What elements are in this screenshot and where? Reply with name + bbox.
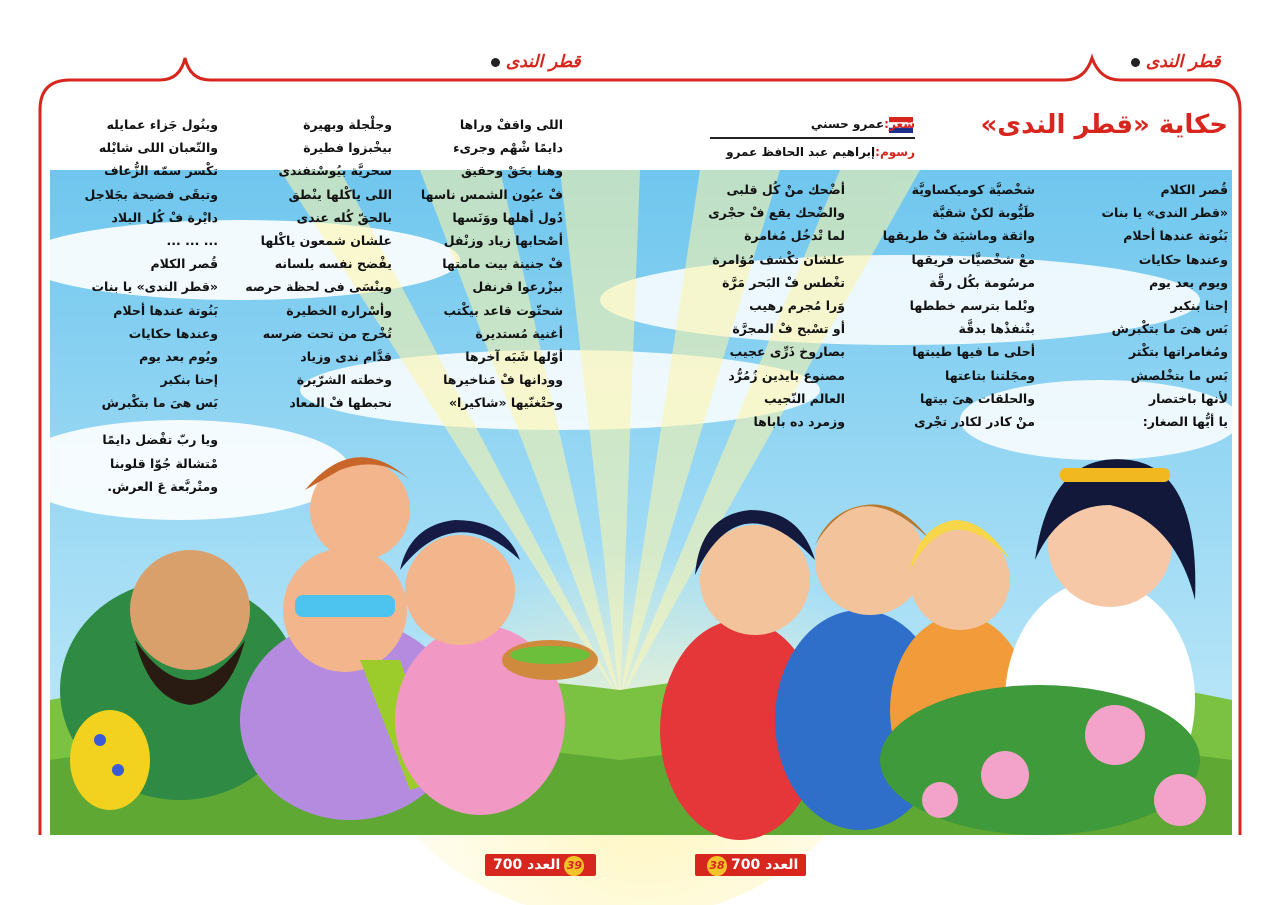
page-number-left: 39العدد 700 bbox=[485, 854, 596, 876]
poem-column-4: اللى واقفْ وراها دايمًا شْهْم وجرىء وهنا بحَقْ وحقيق فْ عيُون الشمس ناسها دُول أهلها ووَنَسها أصْحابها زياد وزنْفل فْ جنينة بيت مامتها بيزْرعوا قرنفل شحتّوت قاعد بيكْتب أغنية مُستديرة أوّلها شَبَه آخرها وودانها فْ مَناخيرها وحتْغنّيها «شاكيرا» bbox=[420, 117, 563, 411]
story-title: حكاية «قطر الندى» bbox=[980, 110, 1228, 140]
logo-right bbox=[1128, 52, 1221, 72]
poem-column-2: شخْصيَّة كوميكساويَّة طَيُّوبة لكنْ شقيَّة واثقة وماشيَة فْ طريقها معْ شخْصيَّات فريقها مرسُومة بكُل رقَّة وبْلما بترسم خططها بتْنفذْها بدقَّة أحلى ما فيها طيبتها ومجَلتنا بتاعتها والحلقات هىَ بيتها منْ كادر لكادر تجْرى bbox=[882, 182, 1035, 429]
artist-credit: رسوم:إبراهيم عبد الحافظ عمرو bbox=[726, 145, 915, 159]
logo-text: قطر الندى bbox=[1145, 52, 1221, 72]
credits bbox=[710, 113, 915, 163]
page-number-badge: 38 bbox=[707, 856, 727, 876]
poem-column-1: قُصر الكلام «قطر الندى» يا بنات بَنُوتة عندها أحلام وعندها حكايات ويوم بعد يوم إحنا بنكبر بَس هىَ ما بتكْبرش ومُغامراتها بتكْتر بَس ما بتخْلصش لأنها باختصار يا أيُّها الصغار: bbox=[1101, 182, 1228, 429]
logo-text: قطر الندى bbox=[505, 52, 581, 72]
poem-column-6: وينُول جَزاء عمايله والتّعبان اللى شايْله تكْسر سمّه الزُّعاف وتبقَى فضيحة بجَلاجل دايْرة فْ كُل البلاد ... ... ... قُصر الكلام «قطر الندى» يا بنات بَنُوتة عندها أحلام وعندها حكايات ويُوم بعد يوم إحنا بنكبر بَس هىَ ما بتكْبرش ويا ربّ تفْضل دايمًا مْتشالة جُوّا قلوبنا ومتْربَّعة عَ العرش. bbox=[84, 117, 218, 494]
page-number-badge: 39 bbox=[564, 856, 584, 876]
logo-mascot-icon bbox=[491, 58, 500, 67]
logo-mascot-icon bbox=[1131, 58, 1140, 67]
poem-column-5: وجلْجلة وبهيرة بيخْبزوا فطيرة سحريَّة بيُوسْتفندى اللى ياكْلها ينْطق بالحقّ كُله عندى علشان شمعون ياكْلها يفْضح نفسه بلسانه وينْسَى فى لحظة حرصه وأسْراره الخطيرة تُخْرج من تحت ضرسه قدَّام ندى وزياد وخطته الشرّيرة نحبطها فْ المعاد bbox=[245, 117, 392, 411]
poet-credit: شعر:عمرو حسني bbox=[810, 117, 915, 131]
logo-left bbox=[488, 52, 581, 72]
page-number-right: العدد 70038 bbox=[695, 854, 806, 876]
poem-column-3: أضْحك منْ كُل قلبى والضْحك يقع فْ حجْرى لما تْدخُل مُغامرة علشان تكْشف مُؤامرة تغْطس فْ البَحر مَرَّة وَرا مُجرم رهيب أو تسْبح فْ المجرَّة بصاروخ ذَرِّى عجيب مصنوع بايدين زُمُرُّد العالم النّجيب وزمرد ده باباها bbox=[708, 182, 845, 429]
